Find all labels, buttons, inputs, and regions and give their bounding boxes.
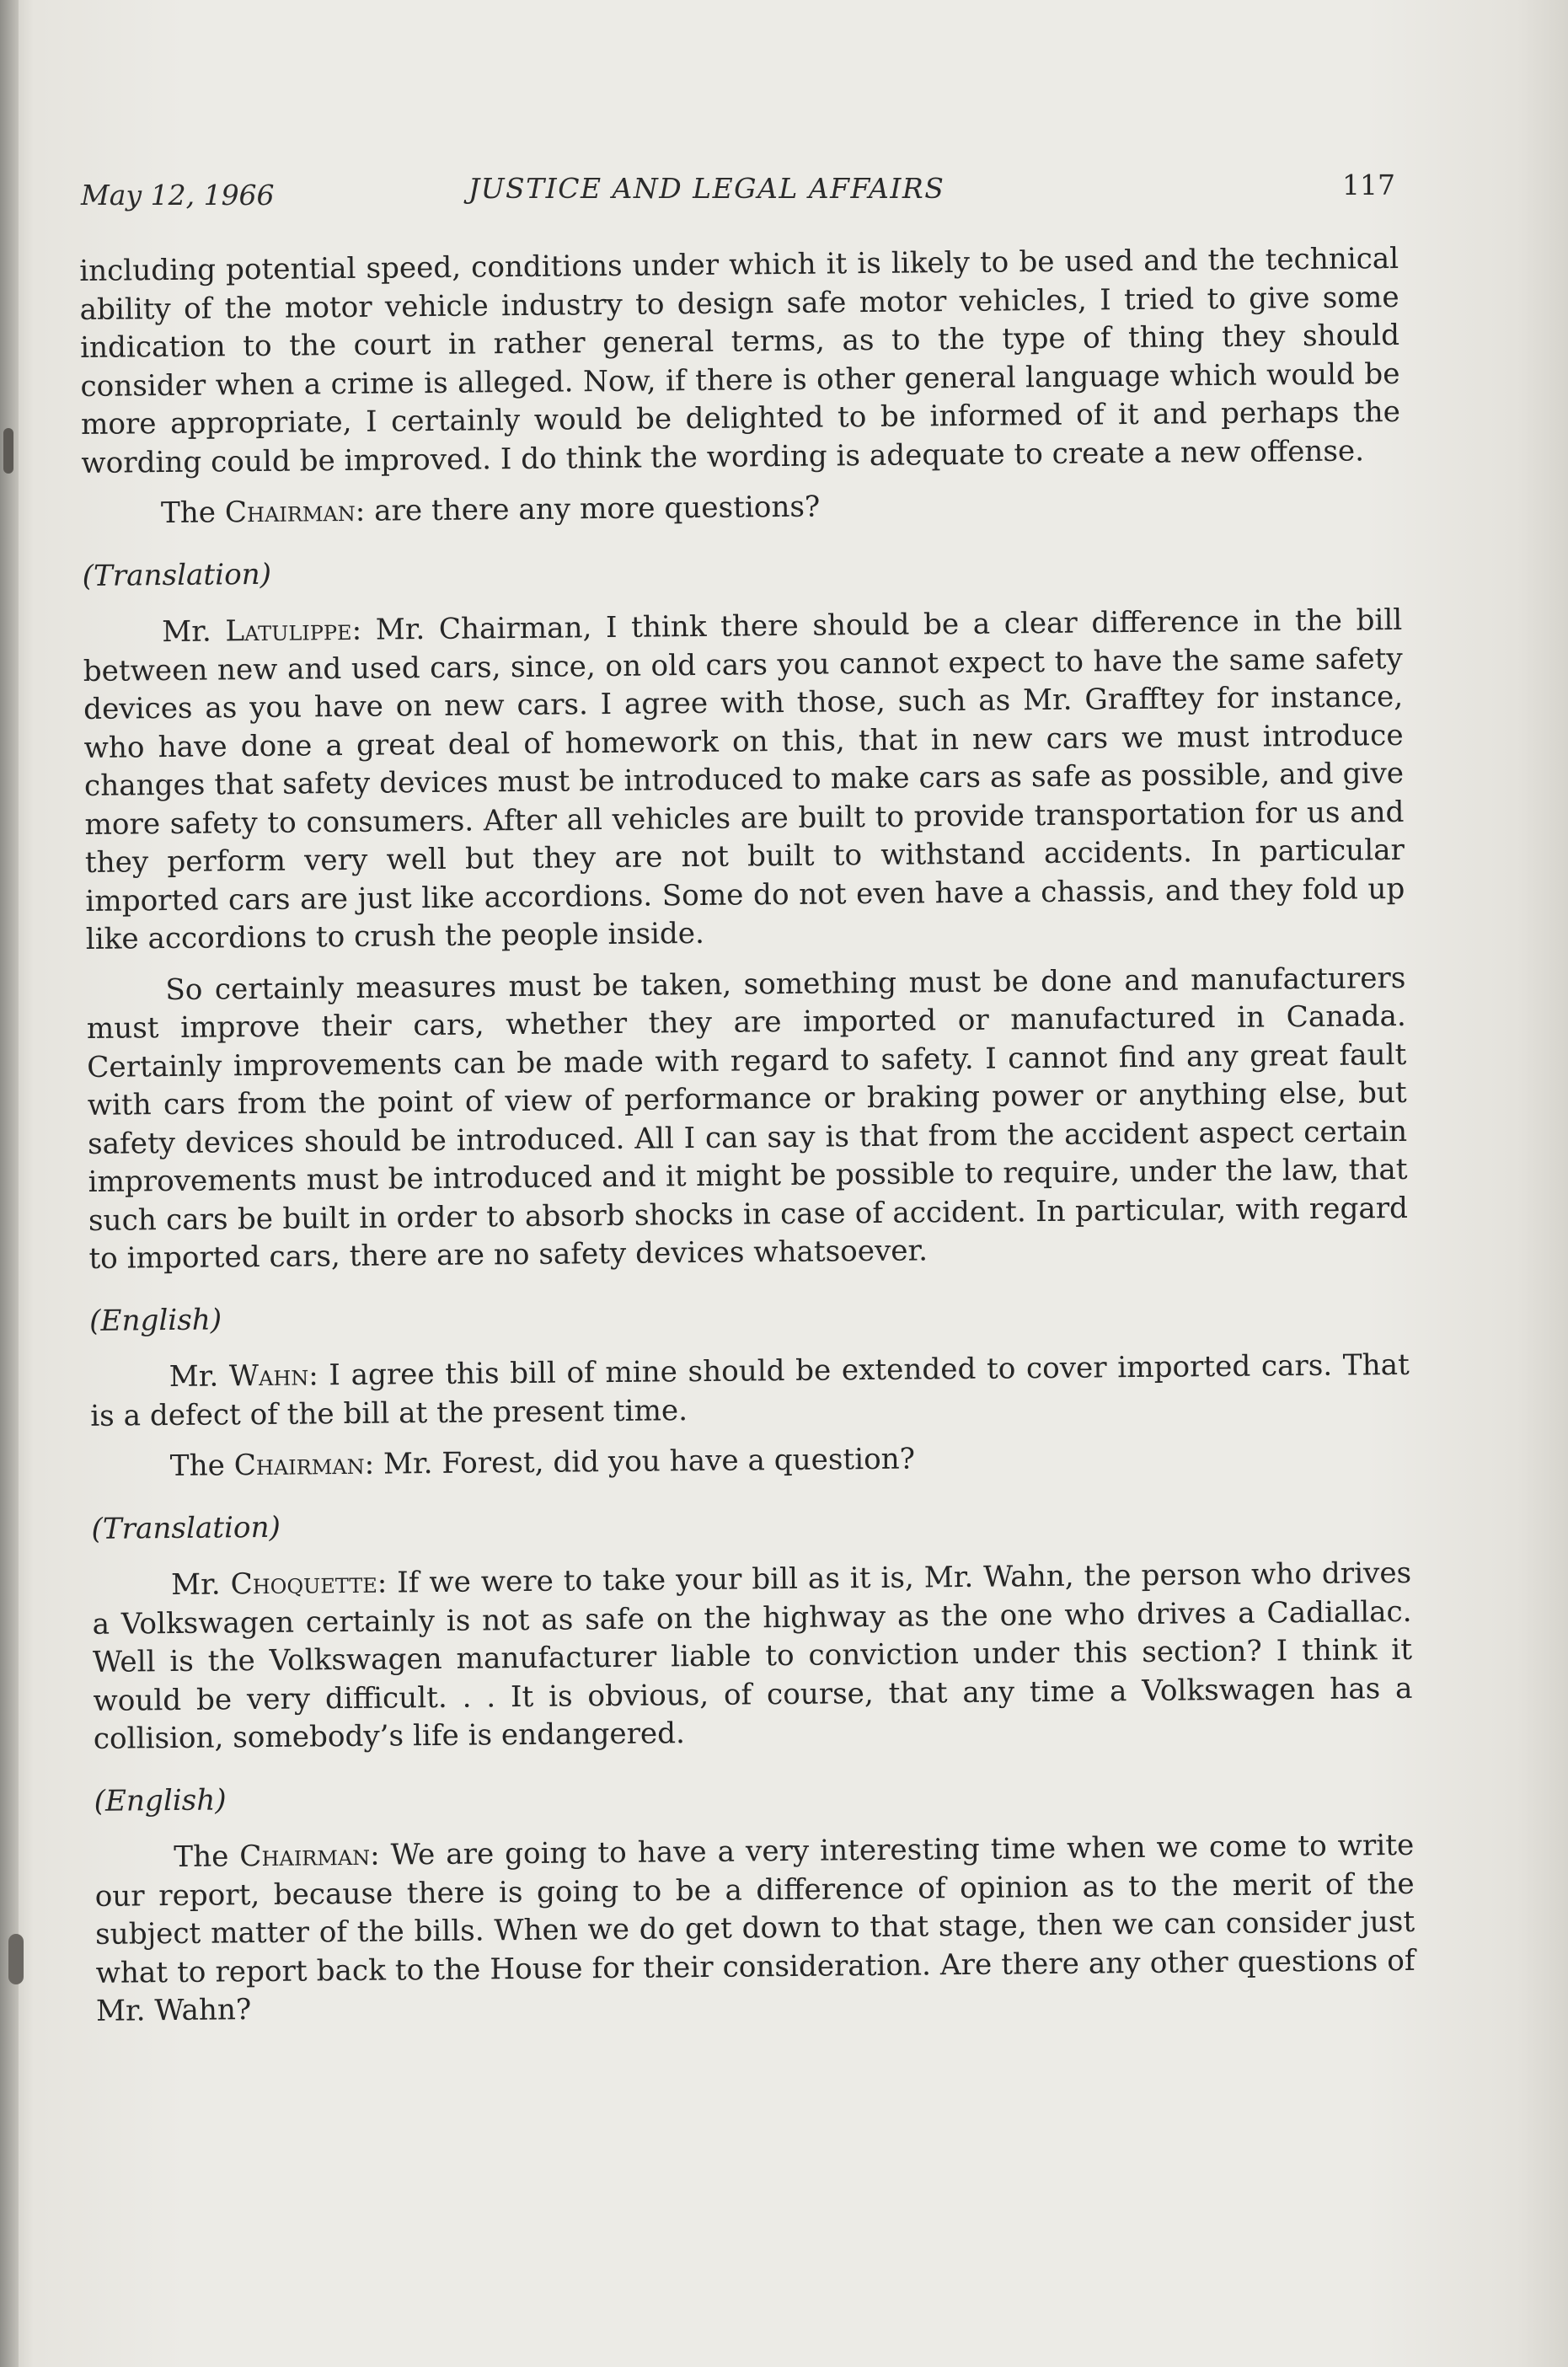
speaker-prefix: The (174, 1840, 240, 1875)
language-marker (89, 1289, 1409, 1341)
speech-text: : We are going to have a very interesting time when we come to write our report, because there is going to be a difference of opinion as to the merit of the subject matter of the bills. When we do get down to that stage, then we can consider just what to report back to the House for their consideration. Are there any other questions of Mr. Wahn? (94, 1828, 1415, 2028)
margin-ink-mark (3, 428, 13, 474)
speech-paragraph (91, 1436, 1410, 1487)
speech-text: : Mr. Forest, did you have a question? (364, 1442, 916, 1481)
speaker-prefix: The (160, 495, 226, 531)
speaker-prefix: Mr. (170, 1567, 231, 1603)
speech-paragraph (94, 1827, 1415, 2032)
paragraph (79, 240, 1401, 483)
speech-paragraph (82, 483, 1401, 534)
speech-paragraph (92, 1555, 1413, 1759)
speaker-name: Chairman (239, 1838, 371, 1874)
paragraph-text: So certainly measures must be taken, something must be done and manufacturers must improve their cars, whether they are imported or manufactured in Canada. Certainly improvements can be made with regard to safety. I cannot find any great fault with cars from the point of view of performance or braking power or anything else, but safety devices should be introduced. All I can say is that from the accident aspect certain improvements must be introduced and it might be possible to require, under the law, that such cars be built in order to absorb shocks in case of accident. In particular, with regard to imported cars, there are no safety devices whatsoever. (86, 961, 1409, 1276)
running-head (81, 169, 1404, 229)
language-label: (Translation) (82, 557, 272, 593)
speech-text: : are there any more questions? (355, 490, 821, 528)
language-label: (English) (88, 1302, 222, 1338)
speaker-name: Chairman (224, 494, 356, 530)
language-label: (Translation) (91, 1510, 281, 1546)
language-marker (94, 1770, 1413, 1821)
language-label: (English) (94, 1782, 227, 1818)
language-marker (91, 1497, 1410, 1549)
speaker-prefix: The (169, 1449, 234, 1484)
speaker-prefix: Mr. (162, 614, 226, 650)
speech-paragraph (83, 602, 1405, 960)
header-date: May 12, 1966 (81, 179, 275, 212)
speech-text: : I agree this bill of mine should be extended to cover imported cars. That is a defect of the bill at the present time. (90, 1347, 1410, 1433)
speaker-name: Chairman (233, 1447, 365, 1483)
page-number: 117 (1342, 169, 1395, 201)
header-title: JUSTICE AND LEGAL AFFAIRS (468, 172, 945, 205)
speech-text: : If we were to take your bill as it is, Mr. Wahn, the person who drives a Volkswagen certainly is not as safe on the highway as the one who drives a Cadiallac. Well is the Volkswagen manufacturer liable to conviction under this section? I think it would be very difficult. . . It is obvious, of course, that any time a Volkswagen has a collision, somebody’s life is endangered. (92, 1556, 1413, 1756)
speaker-name: Choquette (230, 1566, 377, 1602)
binding-shadow (0, 0, 19, 2367)
speaker-prefix: Mr. (169, 1359, 230, 1395)
paragraph-text: including potential speed, conditions under which it is likely to be used and the technical ability of the motor vehicle industry to design safe motor vehicles, I tried to give some indication to the court in rather general terms, as to the type of thing they should consider when a crime is alleged. Now, if there is other general language which would be more appropriate, I certainly would be delighted to be informed of it and perhaps the wording could be improved. I do think the wording is adequate to create a new offense. (79, 241, 1401, 480)
speech-paragraph (90, 1347, 1410, 1436)
margin-ink-mark (8, 1934, 24, 1984)
body-text (79, 240, 1415, 2043)
language-marker (82, 544, 1401, 596)
paragraph (86, 959, 1408, 1278)
speaker-name: Wahn (228, 1358, 309, 1394)
speech-text: : Mr. Chairman, I think there should be a clear difference in the bill between new and used cars, since, on old cars you cannot expect to have the same safety devices as you have on new cars. I agree with those, such as Mr. Grafftey for instance, who have done a great deal of homework on this, that in new cars we must introduce changes that safety devices must be introduced to make cars as safe as possible, and give more safety to consumers. After all vehicles are built to provide transportation for us and they perform very well but they are not built to withstand accidents. In particular imported cars are just like accordions. Some do not even have a chassis, and they fold up like accordions to crush the people inside. (83, 602, 1405, 956)
speaker-name: Latulippe (225, 613, 352, 649)
